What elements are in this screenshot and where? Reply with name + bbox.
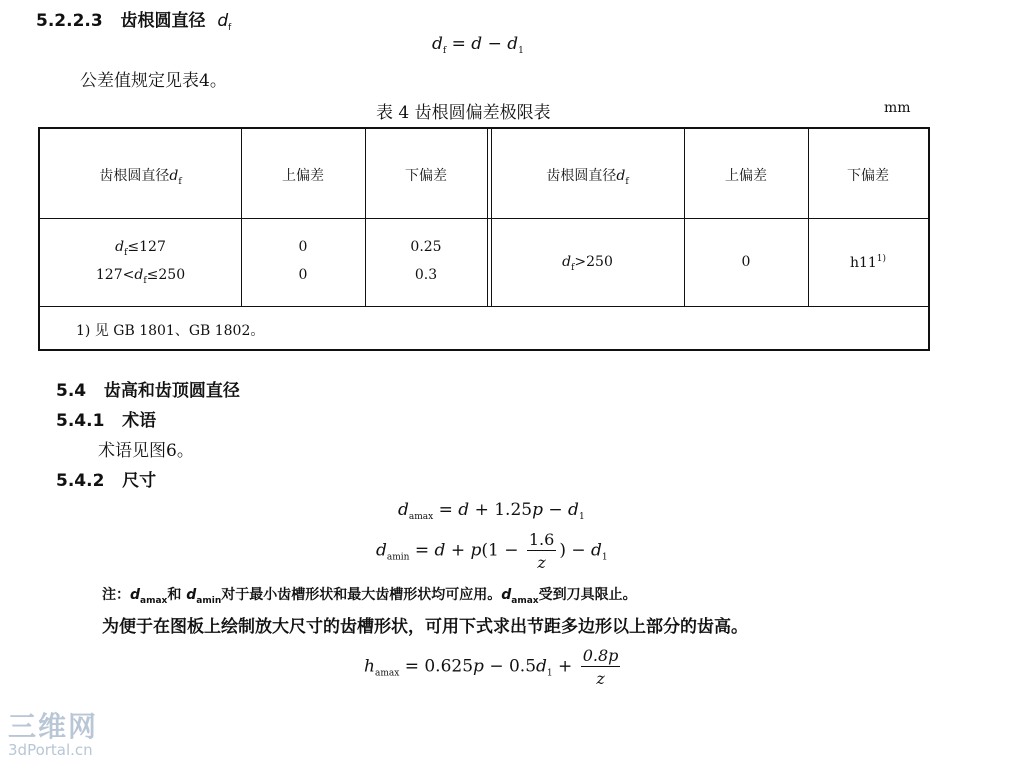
section-5-4-heading (56, 376, 240, 401)
fraction-numerator: 1.6 (528, 530, 555, 549)
eq-p: p (473, 656, 484, 677)
header-lower-right: 下偏差 (847, 168, 889, 184)
terms-text: 术语见图6。 (98, 441, 194, 461)
eq-d1: d (591, 540, 602, 561)
eq-lhs-sub: f (442, 46, 447, 56)
header-sub: f (178, 177, 182, 187)
eq-lhs: d (432, 34, 443, 54)
eq-part: + (552, 656, 578, 677)
footnote-marker: 1) (876, 254, 887, 264)
paragraph: 为便于在图板上绘制放大尺寸的齿槽形状，可用下式求出节距多边形以上部分的齿高。 (102, 617, 748, 637)
header-var: d (169, 168, 179, 184)
range-rest: ≤127 (127, 239, 166, 255)
upper-row-1: 0 (298, 239, 308, 255)
note-var: d (501, 587, 512, 603)
header-lower-left: 下偏差 (405, 168, 447, 184)
header-diameter-right (491, 165, 684, 187)
eq-part: (1 − (481, 540, 524, 561)
eq-part: + 1.25 (469, 500, 533, 520)
eq-equals: = (451, 34, 466, 54)
section-title: 尺寸 (122, 471, 157, 491)
section-number: 5.4.1 (56, 411, 105, 431)
equation-amin (376, 530, 608, 572)
eq-lhs-sub: amin (386, 552, 410, 563)
note-line (102, 584, 637, 606)
lower-row-2: 0.3 (414, 267, 438, 283)
eq-d1: d (568, 500, 579, 520)
eq-lhs: d (376, 540, 387, 561)
section-5-2-2-3-heading (36, 6, 231, 33)
eq-d1-sub: 1 (546, 668, 553, 679)
table-footnote: 1) 见 GB 1801、GB 1802。 (76, 323, 265, 339)
lower-row-1: 0.25 (410, 239, 442, 255)
header-text: 齿根圆直径 (99, 168, 170, 184)
eq-part: ) − (559, 540, 592, 561)
eq-d: d (434, 540, 446, 561)
eq-p: p (470, 540, 482, 561)
fraction-denominator: z (537, 553, 546, 572)
header-var: d (616, 168, 626, 184)
eq-d: d (471, 34, 483, 54)
header-upper-right: 上偏差 (725, 168, 767, 184)
note-label: 注： (102, 587, 130, 603)
eq-part: − 0.5 (483, 656, 537, 677)
eq-d1-sub: 1 (578, 512, 585, 522)
section-title: 术语 (122, 411, 157, 431)
tolerance-text: 公差值规定见表4。 (80, 71, 227, 91)
range-pre: 127< (95, 267, 135, 283)
eq-p: p (532, 500, 543, 520)
col-divider-double (491, 129, 492, 306)
section-5-4-2-heading (56, 466, 156, 491)
section-number: 5.4 (56, 381, 87, 401)
table-caption: 表 4 齿根圆偏差极限表 (376, 103, 551, 123)
section-5-4-1-heading (56, 406, 156, 431)
range-var: d (134, 267, 144, 283)
eq-lhs-sub: amax (408, 512, 434, 522)
section-title: 齿高和齿顶圆直径 (103, 381, 240, 401)
eq-part: = (438, 500, 459, 520)
section-number: 5.2.2.3 (36, 11, 103, 31)
lower-row-right (808, 254, 928, 271)
eq-lhs: h (364, 656, 375, 677)
note-sub: amax (511, 596, 539, 606)
range-var: d (562, 254, 572, 270)
eq-d1-sub: 1 (601, 552, 608, 563)
note-var: d (130, 587, 141, 603)
watermark (8, 712, 98, 758)
range-sub: f (143, 276, 147, 286)
range-var: d (115, 239, 125, 255)
variable: d (217, 11, 229, 31)
equation-amax (398, 500, 585, 522)
eq-d1: d (507, 34, 519, 54)
note-text: 对于最小齿槽形状和最大齿槽形状均可应用。 (221, 587, 502, 603)
eq-lhs: d (398, 500, 409, 520)
header-sub: f (625, 177, 629, 187)
fraction-numerator: 0.8p (582, 646, 619, 665)
watermark-logo: 三维网 (8, 710, 99, 743)
range-row-2 (40, 267, 241, 286)
eq-fraction (527, 530, 556, 572)
header-upper-left: 上偏差 (282, 168, 324, 184)
note-text: 和 (167, 587, 187, 603)
col-divider-double (487, 129, 488, 306)
range-sub: f (124, 248, 128, 258)
eq-minus: − (487, 34, 502, 54)
table-unit: mm (884, 100, 911, 116)
note-var: d (186, 587, 197, 603)
upper-row-right: 0 (741, 254, 751, 270)
eq-lhs-sub: amax (374, 668, 400, 679)
eq-part: = 0.625 (404, 656, 474, 677)
table-header-divider (40, 218, 928, 219)
watermark-url: 3dPortal.cn (8, 741, 93, 759)
note-sub: amax (140, 596, 168, 606)
range-row-1 (40, 239, 241, 258)
table-footnote-divider (40, 306, 928, 307)
section-number: 5.4.2 (56, 471, 105, 491)
header-diameter-left (40, 165, 241, 187)
note-sub: amin (196, 596, 222, 606)
eq-part: = (414, 540, 435, 561)
equation-root-diameter (432, 34, 524, 56)
header-text: 齿根圆直径 (546, 168, 617, 184)
eq-fraction (581, 646, 621, 688)
range-rest: ≤250 (146, 267, 186, 283)
range-sub: f (571, 263, 575, 273)
subscript: f (228, 23, 232, 33)
eq-d1-sub: 1 (518, 46, 524, 56)
col-divider (684, 129, 685, 306)
eq-d1: d (536, 656, 547, 677)
col-divider (808, 129, 809, 306)
fraction-denominator: z (596, 669, 605, 688)
section-title: 齿根圆直径 (120, 11, 206, 31)
equation-h-amax (364, 646, 623, 688)
lower-value: h11 (849, 255, 877, 271)
range-rest: >250 (574, 254, 613, 270)
note-text: 受到刀具限止。 (538, 587, 637, 603)
eq-part: + (445, 540, 471, 561)
eq-d: d (458, 500, 470, 520)
eq-part: − (542, 500, 569, 520)
upper-row-2: 0 (298, 267, 308, 283)
range-row-right (491, 254, 684, 273)
deviation-table (38, 127, 930, 351)
